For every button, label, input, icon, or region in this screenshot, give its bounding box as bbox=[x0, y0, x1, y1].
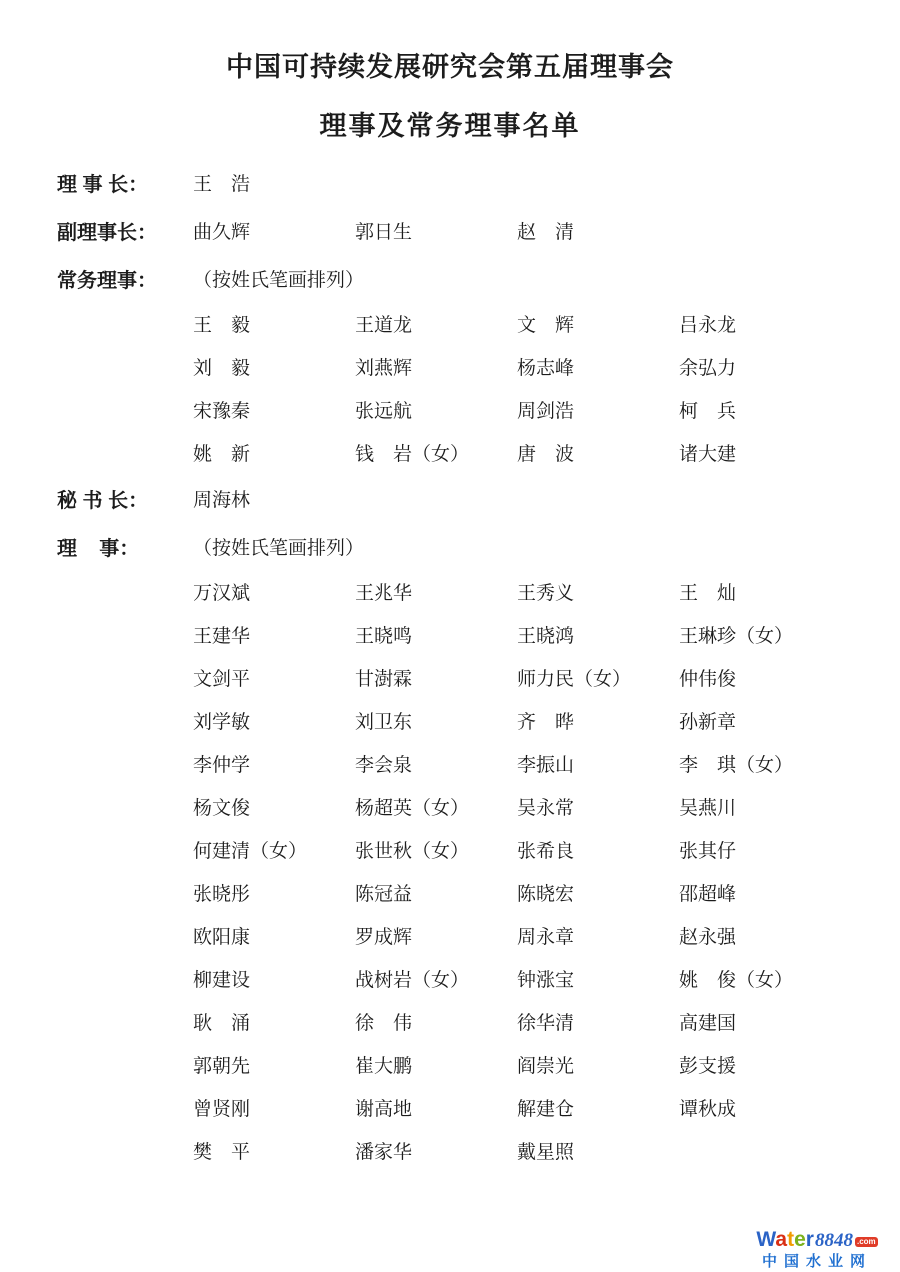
member-name: 周剑浩 bbox=[517, 401, 575, 422]
member-name: 崔大鹏 bbox=[355, 1056, 413, 1077]
member-name: 赵 清 bbox=[517, 221, 575, 243]
member-name: 欧阳康 bbox=[193, 927, 251, 948]
member-name: 孙新章 bbox=[679, 712, 737, 733]
member-name: 杨超英（女） bbox=[355, 798, 470, 819]
roster-name-row bbox=[57, 345, 880, 388]
member-name: 赵永强 bbox=[679, 927, 737, 948]
member-name: 王琳珍（女） bbox=[679, 626, 794, 647]
document-title: 中国可持续发展研究会第五届理事会 bbox=[226, 52, 674, 82]
roster-name-row bbox=[57, 1086, 880, 1129]
member-name: 师力民（女） bbox=[517, 669, 632, 690]
member-name: 余弘力 bbox=[679, 358, 737, 379]
member-name: 李会泉 bbox=[355, 755, 413, 776]
member-name: 王晓鸣 bbox=[355, 626, 413, 647]
roster-name-row bbox=[57, 1129, 880, 1172]
roster-name-row bbox=[57, 1000, 880, 1043]
member-name: 刘燕辉 bbox=[355, 358, 413, 379]
member-name: 高建国 bbox=[679, 1013, 737, 1034]
logo-letter: W bbox=[756, 1227, 776, 1251]
member-name: 吕永龙 bbox=[679, 315, 737, 336]
member-name: 何建清（女） bbox=[193, 841, 308, 862]
member-name: 谭秋成 bbox=[679, 1099, 737, 1120]
member-name: 王 毅 bbox=[193, 315, 251, 336]
logo-wordmark-row bbox=[742, 1228, 892, 1252]
logo-wordmark bbox=[756, 1228, 814, 1251]
member-name: 陈冠益 bbox=[355, 884, 413, 905]
member-name: 张晓彤 bbox=[193, 884, 251, 905]
member-name: 齐 晔 bbox=[517, 712, 575, 733]
roster-section-row bbox=[57, 522, 880, 570]
section-label: 秘 书 长： bbox=[57, 489, 149, 512]
roster-name-row bbox=[57, 1043, 880, 1086]
member-name: 诸大建 bbox=[679, 444, 737, 465]
member-name: 郭朝先 bbox=[193, 1056, 251, 1077]
roster bbox=[0, 158, 900, 1172]
roster-section-row bbox=[57, 254, 880, 302]
roster-name-row bbox=[57, 957, 880, 1000]
member-name: 李振山 bbox=[517, 755, 575, 776]
member-name: 张远航 bbox=[355, 401, 413, 422]
member-name: 彭支援 bbox=[679, 1056, 737, 1077]
member-name: 柳建设 bbox=[193, 970, 251, 991]
member-name: 万汉斌 bbox=[193, 583, 251, 604]
member-name: 徐 伟 bbox=[355, 1013, 413, 1034]
member-name: 甘澍霖 bbox=[355, 669, 413, 690]
section-label: 常务理事： bbox=[57, 269, 157, 292]
member-name: 杨文俊 bbox=[193, 798, 251, 819]
member-name: 郭日生 bbox=[355, 221, 413, 243]
member-name: 钟涨宝 bbox=[517, 970, 575, 991]
member-name: 潘家华 bbox=[355, 1142, 413, 1163]
logo-tld-badge: .com bbox=[856, 1236, 876, 1246]
roster-name-row bbox=[57, 785, 880, 828]
roster-name-row bbox=[57, 388, 880, 431]
roster-name-row bbox=[57, 699, 880, 742]
section-label: 副理事长： bbox=[57, 221, 157, 244]
member-name: 徐华清 bbox=[517, 1013, 575, 1034]
water8848-logo[interactable] bbox=[742, 1228, 892, 1270]
section-label: 理 事： bbox=[57, 537, 140, 560]
member-name: 罗成辉 bbox=[355, 927, 413, 948]
member-name: 文 辉 bbox=[517, 315, 575, 336]
member-name: 樊 平 bbox=[193, 1142, 251, 1163]
member-name: 宋豫秦 bbox=[193, 401, 251, 422]
sort-order-note: （按姓氏笔画排列） bbox=[193, 537, 365, 559]
member-name: 杨志峰 bbox=[517, 358, 575, 379]
member-name: 谢高地 bbox=[355, 1099, 413, 1120]
logo-number: 8848 bbox=[814, 1229, 853, 1251]
member-name: 曲久辉 bbox=[193, 221, 251, 243]
member-name: 王秀义 bbox=[517, 583, 575, 604]
member-name: 解建仓 bbox=[517, 1099, 575, 1120]
member-name: 吴永常 bbox=[517, 798, 575, 819]
member-name: 王兆华 bbox=[355, 583, 413, 604]
document-subtitle: 理事及常务理事名单 bbox=[319, 111, 581, 141]
member-name: 王建华 bbox=[193, 626, 251, 647]
member-name: 王晓鸿 bbox=[517, 626, 575, 647]
roster-name-row bbox=[57, 742, 880, 785]
member-name: 张世秋（女） bbox=[355, 841, 470, 862]
member-name: 仲伟俊 bbox=[679, 669, 737, 690]
member-name: 刘卫东 bbox=[355, 712, 413, 733]
member-name: 文剑平 bbox=[193, 669, 251, 690]
roster-name-row bbox=[57, 570, 880, 613]
member-name: 周永章 bbox=[517, 927, 575, 948]
sort-order-note: （按姓氏笔画排列） bbox=[193, 269, 365, 291]
member-name: 戴星照 bbox=[517, 1142, 575, 1163]
member-name: 阎崇光 bbox=[517, 1056, 575, 1077]
roster-name-row bbox=[57, 914, 880, 957]
logo-letter: r bbox=[805, 1227, 814, 1251]
member-name: 王 浩 bbox=[193, 173, 251, 195]
member-name: 李仲学 bbox=[193, 755, 251, 776]
member-name: 李 琪（女） bbox=[679, 755, 794, 776]
roster-name-row bbox=[57, 302, 880, 345]
member-name: 王道龙 bbox=[355, 315, 413, 336]
member-name: 曾贤刚 bbox=[193, 1099, 251, 1120]
member-name: 战树岩（女） bbox=[355, 970, 470, 991]
roster-section-row bbox=[57, 158, 880, 206]
logo-letter: e bbox=[794, 1227, 806, 1251]
roster-name-row bbox=[57, 871, 880, 914]
member-name: 张希良 bbox=[517, 841, 575, 862]
member-name: 邵超峰 bbox=[679, 884, 737, 905]
roster-name-row bbox=[57, 656, 880, 699]
member-name: 吴燕川 bbox=[679, 798, 737, 819]
member-name: 姚 新 bbox=[193, 444, 251, 465]
roster-section-row bbox=[57, 474, 880, 522]
section-label: 理 事 长： bbox=[57, 173, 149, 196]
member-name: 周海林 bbox=[193, 489, 251, 511]
member-name: 王 灿 bbox=[679, 583, 737, 604]
member-name: 陈晓宏 bbox=[517, 884, 575, 905]
member-name: 钱 岩（女） bbox=[355, 444, 470, 465]
logo-letter: t bbox=[787, 1227, 795, 1251]
member-name: 刘 毅 bbox=[193, 358, 251, 379]
logo-site-name: 中国水业网 bbox=[761, 1252, 872, 1270]
member-name: 张其仔 bbox=[679, 841, 737, 862]
logo-letter: a bbox=[775, 1227, 788, 1251]
roster-section-row bbox=[57, 206, 880, 254]
member-name: 耿 涌 bbox=[193, 1013, 251, 1034]
member-name: 姚 俊（女） bbox=[679, 970, 794, 991]
member-name: 唐 波 bbox=[517, 444, 575, 465]
roster-name-row bbox=[57, 613, 880, 656]
member-name: 柯 兵 bbox=[679, 401, 737, 422]
roster-name-row bbox=[57, 828, 880, 871]
member-name: 刘学敏 bbox=[193, 712, 251, 733]
roster-name-row bbox=[57, 431, 880, 474]
